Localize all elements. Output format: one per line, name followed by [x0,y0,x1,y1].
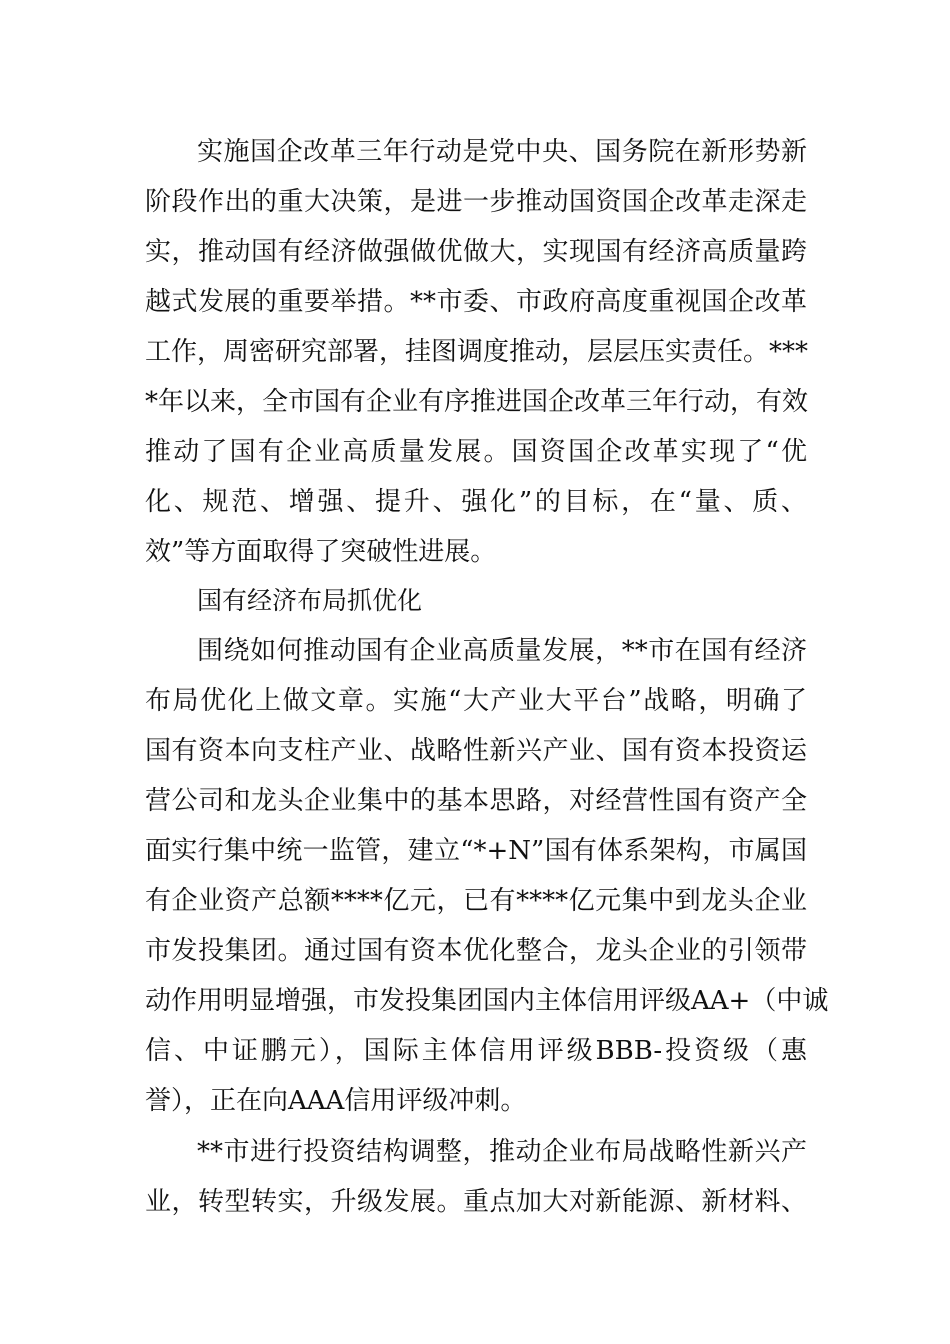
paragraph-line: 工作，周密研究部署，挂图调度推动，层层压实责任。*** [145,337,809,367]
paragraph-line: 誉），正在向AAA信用评级冲刺。 [145,1086,527,1116]
paragraph-line: 围绕如何推动国有企业高质量发展，**市在国有经济 [197,636,807,666]
paragraph-line: 国有资本向支柱产业、战略性新兴产业、国有资本投资运 [145,736,807,766]
paragraph-line: 阶段作出的重大决策，是进一步推动国资国企改革走深走 [145,187,807,217]
paragraph-line: **市进行投资结构调整，推动企业布局战略性新兴产 [197,1137,807,1167]
paragraph-line: 信、中证鹏元），国际主体信用评级BBB-投资级（惠 [145,1036,807,1066]
paragraph-line: *年以来，全市国有企业有序推进国企改革三年行动，有效 [145,387,809,417]
paragraph-line: 效”等方面取得了突破性进展。 [145,537,497,567]
paragraph-line: 越式发展的重要举措。**市委、市政府高度重视国企改革 [145,287,807,317]
paragraph-line: 化、规范、增强、提升、强化”的目标，在“量、质、 [145,487,807,517]
section-heading: 国有经济布局抓优化 [197,586,423,615]
paragraph-line: 实施国企改革三年行动是党中央、国务院在新形势新 [197,137,807,167]
paragraph-line: 有企业资产总额****亿元，已有****亿元集中到龙头企业 [145,886,807,916]
paragraph-line: 市发投集团。通过国有资本优化整合，龙头企业的引领带 [145,936,807,966]
paragraph-line: 布局优化上做文章。实施“大产业大平台”战略，明确了 [145,686,807,716]
paragraph-line: 实，推动国有经济做强做优做大，实现国有经济高质量跨 [145,237,807,267]
paragraph-line: 推动了国有企业高质量发展。国资国企改革实现了“优 [145,437,807,467]
paragraph-line: 动作用明显增强，市发投集团国内主体信用评级AA+（中诚 [145,986,829,1016]
paragraph-line: 业，转型转实，升级发展。重点加大对新能源、新材料、 [145,1187,807,1217]
paragraph-line: 面实行集中统一监管，建立“*+N”国有体系架构，市属国 [145,836,807,866]
paragraph-line: 营公司和龙头企业集中的基本思路，对经营性国有资产全 [145,786,807,816]
